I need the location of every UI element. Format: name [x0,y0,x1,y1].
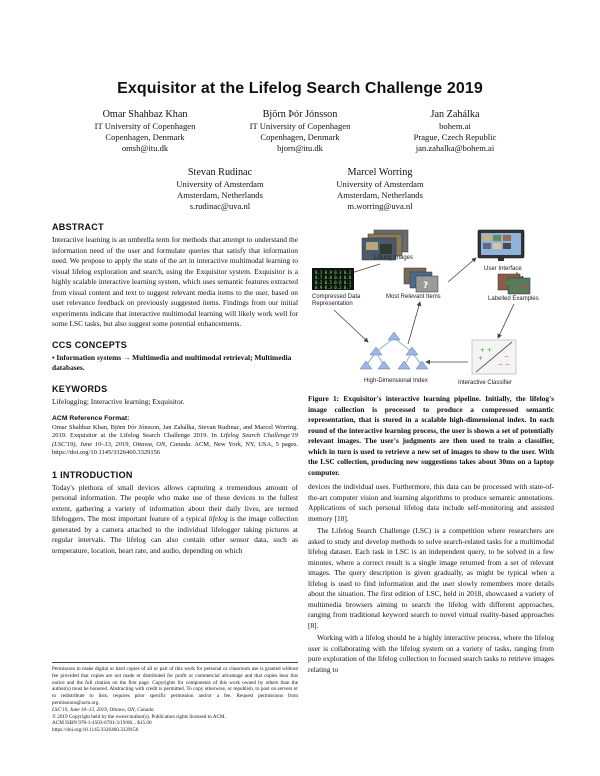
index-tree-graphic [360,332,428,369]
author-location: Amsterdam, Netherlands [177,190,263,200]
relevant-items-graphic [404,268,438,292]
author-email: jan.zahalka@bohem.ai [415,143,495,153]
label-user-interface: User Interface [484,266,522,272]
arrow-compressed-to-index [334,310,368,342]
svg-text:−: − [504,353,510,360]
author-location: Copenhagen, Denmark [260,132,340,142]
col2-paragraph-2: The Lifelog Search Challenge (LSC) is a competition where researchers are asked to study and develop methods to solve search-related tasks for a multimodal lifelog dataset. Each task in LSC is an independent query, to be solved in a few minutes, where a correct result is a single image returned from a set of relevant images. The query description is given gradually, as might be typical when a lifelog is used to find information and the user slowly remembers more details about the situation. The first edition of LSC, held in 2018, showcased a variety of multimedia browsers aiming to search the lifelog with different approaches, ranging from traditional keyword search to novel virtual reality-based approaches [8]. [308,526,554,630]
intro-text-b: is the image collection generated by a camera attached to the individual lifelogger taking pictures at regular intervals. The lifelog can also contain other sensor data, such as temperature, location, heart rate, and audio, depending on which [52,514,298,555]
permission-copyright: © 2019 Copyright held by the owner/author(s). Publication rights licensed to ACM. [52,713,226,720]
intro-heading: 1 INTRODUCTION [52,469,133,480]
intro-lifelog-em: lifelog [208,514,228,524]
svg-text:0.2 0.5 0.6 0.1: 0.2 0.5 0.6 0.1 [315,280,352,285]
svg-text:0.7 0.0 0.4 0.8: 0.7 0.0 0.4 0.8 [315,275,352,280]
author-location: Prague, Czech Republic [413,132,497,142]
figure-caption: Figure 1: Exquisitor's interactive learning pipeline. Initially, the lifelog's image collection is processed to produce a compressed semantic representation, that is stored in a scalable high-dimensional index. In each round of the interactive learning process, the user is shown a set of potentially relevant images. The user's judgments are then used to train a classifier, which in turn is used to retrieve a new set of images to show to the user. With the LSC collection, producing new suggestions takes about 30ms on a laptop computer. [308,394,554,477]
intro-text [52,483,298,557]
author-name: Omar Shahbaz Khan [102,109,188,120]
author-email: bjorn@itu.dk [277,143,323,153]
left-column [52,222,298,556]
author-affiliation: University of Amsterdam [336,179,424,189]
reference-venue: Lifelog Search Challenge'19 (LSC'19), June 10–13, 2019, Ottawa, ON, Canada. [52,432,298,448]
svg-text:0.9 0.3 0.2 0.7: 0.9 0.3 0.2 0.7 [315,285,352,290]
label-lifelog-images: Lifelog Images [374,255,414,261]
permission-text: Permission to make digital or hard copies of all or part of this work for personal or classroom use is granted without fee provided that copies are not made or distributed for profit or commercial advantage and that copies bear this notice and the full citation on the first page. Copyrights for components of this work owned by others than the author(s) must be honored. Abstracting with credit is permitted. To copy otherwise, or republish, to post on servers or to redistribute to lists, requires prior specific permission and/or a fee. Request permissions from permissions@acm.org. [52,666,298,706]
reference-doi: ACM, New York, NY, USA, 5 pages. https://doi.org/10.1145/3326460.3329156 [52,440,298,457]
author-affiliation: IT University of Copenhagen [249,121,351,131]
author-block-1 [70,108,220,154]
label-representation: Representation [312,301,353,307]
arrow-labelled-to-classifier [498,304,514,338]
reference-heading: ACM Reference Format: [52,415,130,422]
author-email: m.worring@uva.nl [347,201,413,211]
labelled-examples-graphic [498,274,530,294]
col2-paragraph-3: Working with a lifelog should be a highly interactive process, where the lifelog user is collaborating with the lifelog system on a variety of tasks, ranging from pure exploration of the lifelog collection to focused search tasks to retrieve images relating to [308,633,554,674]
author-name: Marcel Worring [347,167,413,178]
svg-text:+ +: + + [480,347,492,354]
ccs-heading: CCS CONCEPTS [52,339,128,350]
author-name: Jan Zahálka [430,109,480,120]
reference-text [52,424,298,458]
right-column [308,394,554,478]
permission-venue: LSC'19, June 10–13, 2019, Ottawa, ON, Canada [52,706,154,713]
intro-text-a: Today's plethora of small devices allows capturing a tremendous amount of personal information. The people who make use of these devices to the fullest extent, gathering a variety of information about their daily lives, are termed lifeloggers. The most important feature of a typical [52,482,298,524]
abstract-text: Interactive learning is an umbrella term for methods that attempt to understand the information need of the user and formulate queries that satisfy that information need. We propose to apply the state of the art in interactive multimodal learning to visual lifelog exploration and search, using the Exquisitor system. Exquisitor is a highly scalable interactive learning system, which uses semantic features extracted from visual content and text to suggest relevant media items to the user, based on user relevance feedback on previously suggested items. Findings from our initial experiments indicate that interactive multimodal learning will likely work well for some LSC tasks, but also suggest some potential enhancements. [52,235,298,328]
label-compressed-data: Compressed Data [312,294,361,300]
permission-doi: https://doi.org/10.1145/3326460.3329156 [52,727,139,734]
label-classifier: Interactive Classifier [458,380,513,386]
author-email: s.rudinac@uva.nl [189,201,251,211]
classifier-graphic [472,340,516,374]
reference-authors: Omar Shahbaz Khan, Björn Þór Jónsson, Jan Zahálka, Stevan Rudinac, and Marcel Worring. 2019. Exquisitor at the Lifelog Search Challenge 2019. In [52,424,298,440]
svg-text:+: + [478,355,484,362]
col2-paragraph-1: devices the individual uses. Furthermore, this data can be processed with state-of-the-art computer vision and learning algorithms to produce semantic annotations. Applications of such personal lifelog data include self-monitoring and assisted memory [10]. [308,482,554,523]
author-name: Stevan Rudinac [187,167,253,178]
author-affiliation: bohem.ai [439,121,471,131]
svg-text:?: ? [423,281,429,291]
permission-block [52,662,298,734]
paper-title: Exquisitor at the Lifelog Search Challenge 2019 [117,80,483,97]
author-block-5 [305,166,455,212]
permission-isbn: ACM ISBN 978-1-4503-6781-3/19/06... $15.00 [52,720,152,727]
svg-text:−: − [520,283,528,293]
ccs-text: • Information systems → Multimedia and multimodal retrieval; Multimedia databases. [52,352,292,372]
author-email: omsh@itu.dk [121,143,169,153]
label-most-relevant: Most Relevant Items [386,294,441,300]
author-block-2 [225,108,375,154]
label-labelled-examples: Labelled Examples [488,296,539,302]
label-index: High-Dimensional Index [364,378,428,384]
keywords-heading: KEYWORDS [52,383,108,394]
author-location: Amsterdam, Netherlands [337,190,423,200]
author-affiliation: IT University of Copenhagen [94,121,196,131]
user-interface-graphic [478,230,524,261]
author-affiliation: University of Amsterdam [176,179,264,189]
author-name: Björn Þór Jónsson [262,109,338,120]
svg-text:+: + [504,279,512,289]
author-block-3 [380,108,530,154]
author-block-4 [145,166,295,212]
svg-text:− −: − − [498,361,510,368]
arrow-relevant-to-ui [448,258,476,282]
right-column-body [308,482,554,675]
keywords-text: Lifelogging; Interactive learning; Exquisitor. [52,396,185,406]
arrow-index-to-relevant [408,302,420,344]
pipeline-figure [308,222,554,390]
author-location: Copenhagen, Denmark [105,132,185,142]
abstract-heading: ABSTRACT [52,222,104,232]
compressed-data-graphic [312,268,354,290]
svg-text:0.1 0.9 0.3 0.2: 0.1 0.9 0.3 0.2 [315,270,352,275]
